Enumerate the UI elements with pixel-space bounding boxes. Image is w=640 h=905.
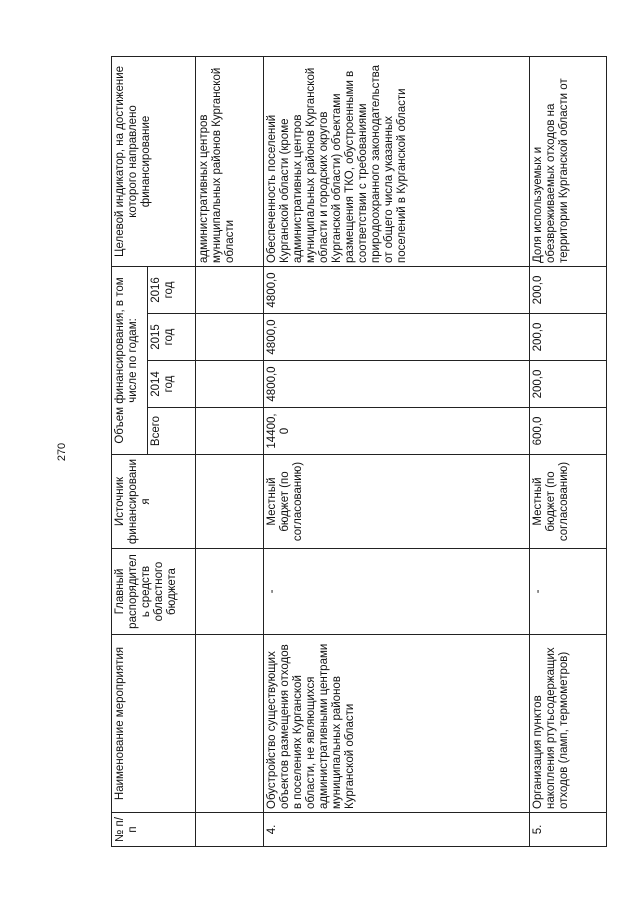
cell-2014 [196,361,264,408]
cell-2016: 200,0 [530,266,607,313]
cell-2016 [196,266,264,313]
cell-indicator: Обеспеченность поселений Курганской области (кроме административных центров муниципальных районов Курганской области и городских округов Курганской области) объектами размещения ТКО, обустроенными в соответствии с требованиями природоохранного законодательства от общего числа указанных поселений в Курганской области [264,56,530,266]
header-indicator: Целевой индикатор, на достижение которого направлено финансирование [112,56,196,266]
header-volume: Объем финансирования, в том числе по годам: [112,266,148,454]
financing-table [111,56,607,847]
cell-2015: 200,0 [530,314,607,361]
table-row [196,56,264,846]
cell-2016: 4800,0 [264,266,530,313]
cell-2015 [196,314,264,361]
header-source: Источник финансирования [112,455,196,549]
cell-total [196,408,264,455]
cell-2015: 4800,0 [264,314,530,361]
cell-2014: 4800,0 [264,361,530,408]
cell-2014: 200,0 [530,361,607,408]
cell-manager [196,549,264,635]
cell-indicator: административных центров муниципальных районов Курганской области [196,56,264,266]
cell-name: Обустройство существующих объектов размещения отходов в поселениях Курганской области, не являющихся административными центрами муниципальных районов Курганской области [264,635,530,813]
page-number: 270 [56,442,68,462]
header-total: Всего [148,408,196,455]
cell-manager: - [264,549,530,635]
header-row [112,56,148,846]
cell-source [196,455,264,549]
cell-indicator: Доля используемых и обезвреживаемых отходов на территории Курганской области от [530,56,607,266]
cell-source: Местный бюджет (по согласованию) [264,455,530,549]
cell-num: 4. [264,813,530,847]
header-2015: 2015 год [148,314,196,361]
cell-manager: - [530,549,607,635]
cell-num: 5. [530,813,607,847]
rotated-page-content [111,57,606,847]
header-2014: 2014 год [148,361,196,408]
table-row [530,56,607,846]
header-2016: 2016 год [148,266,196,313]
header-num: № п/п [112,813,196,847]
cell-name [196,635,264,813]
header-name: Наименование мероприятия [112,635,196,813]
cell-total: 14400,0 [264,408,530,455]
cell-name: Организация пунктов накопления ртутьсодержащих отходов (ламп, термометров) [530,635,607,813]
cell-total: 600,0 [530,408,607,455]
cell-num [196,813,264,847]
header-manager: Главный распорядитель средств областного бюджета [112,549,196,635]
cell-source: Местный бюджет (по согласованию) [530,455,607,549]
table-row [264,56,530,846]
